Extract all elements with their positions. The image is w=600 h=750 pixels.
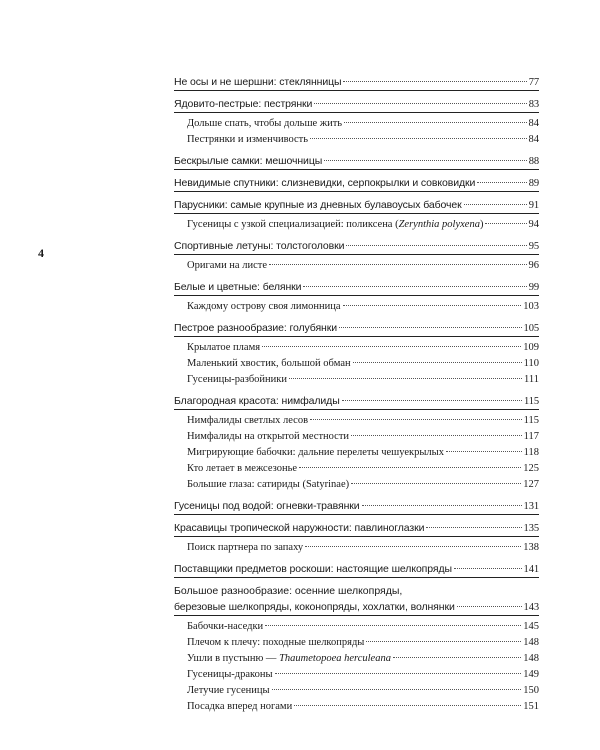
dot-leader [393,657,521,658]
toc-sub-entry[interactable] [174,477,539,493]
sub-title [187,699,292,715]
toc-chapter-entry[interactable] [174,96,539,112]
chapter-page: 105 [523,323,539,334]
sub-page: 148 [523,637,539,648]
sub-title-text: Посадка вперед ногами [187,701,293,712]
sub-page: 148 [523,653,539,664]
toc-chapter-entry[interactable] [174,175,539,191]
chapter-title: Благородная красота: нимфалиды [174,395,340,407]
sub-title-latin: Zerynthia polyxena [398,219,480,230]
sub-page: 84 [528,118,539,129]
toc-chapter-entry[interactable] [174,320,539,336]
sub-title [187,340,260,356]
toc-section [174,393,539,493]
chapter-title: Белые и цветные: белянки [174,281,302,293]
sub-page: 125 [523,463,539,474]
chapter-rule [174,112,539,113]
chapter-title: Невидимые спутники: слизневидки, серпокрылки и совковидки [174,177,476,189]
toc-chapter-entry[interactable] [174,197,539,213]
dot-leader [342,400,522,401]
sub-title-suffix: ) [479,219,484,230]
sub-title-text: Кто летает в межсезонье [187,463,298,474]
dot-leader [324,160,527,161]
dot-leader [289,378,522,379]
toc-section [174,153,539,170]
sub-title [187,540,303,556]
dot-leader [269,264,527,265]
sub-page: 145 [523,621,539,632]
dot-leader [351,483,521,484]
sub-title-latin: Thaumetopoea herculeana [279,653,391,664]
page-number: 4 [38,246,44,260]
chapter-title: березовые шелкопряды, коконопряды, хохлатки, волнянки [174,601,455,613]
sub-title-text: Крылатое пламя [187,342,261,353]
chapter-rule [174,254,539,255]
sub-page: 150 [523,685,539,696]
sub-title [187,116,342,132]
toc-chapter-entry[interactable] [174,279,539,295]
chapter-rule [174,336,539,337]
sub-title [187,356,351,372]
sub-title [187,217,483,233]
toc-chapter-entry[interactable] [174,561,539,577]
sub-title [187,258,267,274]
dot-leader [339,327,522,328]
sub-title-text: Дольше спать, чтобы дольше жить [187,118,343,129]
sub-title [187,429,349,445]
dot-leader [272,689,522,690]
dot-leader [262,346,521,347]
sub-title [187,372,287,388]
chapter-page: 141 [523,564,539,575]
dot-leader [353,362,522,363]
chapter-page: 95 [528,241,539,252]
chapter-rule [174,169,539,170]
toc-section [174,279,539,315]
toc-chapter-entry[interactable] [174,153,539,169]
sub-title-text: Бабочки-наседки [187,621,264,632]
dot-leader [343,305,522,306]
chapter-page: 89 [528,178,539,189]
toc-sub-entry[interactable] [174,413,539,429]
sub-title [187,413,308,429]
sub-title-text: Поиск партнера по запаху [187,542,304,553]
dot-leader [457,606,522,607]
chapter-page: 143 [523,602,539,613]
toc-sub-entry[interactable] [174,217,539,233]
chapter-title: Бескрылые самки: мешочницы [174,155,323,167]
toc-chapter-entry[interactable] [174,393,539,409]
chapter-title: Гусеницы под водой: огневки-травянки [174,500,360,512]
sub-title-text: Каждому острову своя лимонница [187,301,341,312]
dot-leader [351,435,522,436]
dot-leader [366,641,521,642]
toc-section [174,583,539,715]
chapter-title: Красавицы тропической наружности: павлиноглазки [174,522,425,534]
chapter-title: Пестрое разнообразие: голубянки [174,322,337,334]
sub-title-text: Летучие гусеницы [187,685,270,696]
sub-page: 96 [528,260,539,271]
chapter-page: 99 [528,282,539,293]
toc-sub-entry[interactable] [174,667,539,683]
toc-sub-entry[interactable] [174,116,539,132]
dot-leader [294,705,521,706]
chapter-page: 135 [523,523,539,534]
chapter-page: 77 [528,77,539,88]
sub-page: 109 [523,342,539,353]
toc-sub-entry[interactable] [174,635,539,651]
sub-page: 110 [523,358,539,369]
toc-chapter-entry[interactable] [174,599,539,615]
chapter-page: 83 [528,99,539,110]
sub-title-text: Нимфалиды светлых лесов [187,415,309,426]
chapter-title: Не осы и не шершни: стеклянницы [174,76,342,88]
sub-title-text: Пестрянки и изменчивость [187,134,309,145]
toc-sub-entry[interactable] [174,356,539,372]
dot-leader [362,505,522,506]
sub-title [187,667,273,683]
chapter-rule [174,90,539,91]
table-of-contents [174,74,539,720]
chapter-rule [174,295,539,296]
toc-section [174,498,539,515]
dot-leader [303,286,526,287]
chapter-rule [174,213,539,214]
toc-section [174,520,539,556]
toc-sub-entry[interactable] [174,445,539,461]
dot-leader [305,546,521,547]
sub-title-text: Большие глаза: сатириды (Satyrinae) [187,479,350,490]
sub-page: 127 [523,479,539,490]
chapter-rule [174,409,539,410]
dot-leader [265,625,521,626]
sub-title [187,445,444,461]
sub-page: 118 [523,447,539,458]
toc-section [174,561,539,578]
toc-chapter-entry[interactable] [174,238,539,254]
dot-leader [477,182,526,183]
toc-chapter-entry[interactable] [174,74,539,90]
chapter-rule [174,191,539,192]
dot-leader [314,103,526,104]
sub-page: 115 [523,415,539,426]
chapter-rule [174,577,539,578]
dot-leader [343,81,526,82]
chapter-title: Спортивные летуны: толстоголовки [174,240,345,252]
sub-title-text: Ушли в пустыню — [187,653,280,664]
sub-page: 138 [523,542,539,553]
sub-title [187,619,263,635]
toc-sub-entry[interactable] [174,651,539,667]
sub-title-text: Маленький хвостик, большой обман [187,358,351,369]
dot-leader [346,245,526,246]
sub-title [187,651,391,667]
toc-chapter-entry[interactable] [174,498,539,514]
chapter-rule [174,615,539,616]
sub-title [187,477,349,493]
chapter-page: 91 [528,200,539,211]
toc-section [174,175,539,192]
toc-sub-entry[interactable] [174,372,539,388]
sub-title [187,299,341,315]
toc-section [174,320,539,388]
toc-sub-entry[interactable] [174,540,539,556]
toc-sub-entry[interactable] [174,683,539,699]
dot-leader [454,568,522,569]
sub-page: 149 [523,669,539,680]
dot-leader [299,467,521,468]
dot-leader [464,204,527,205]
sub-title-text: Гусеницы-разбойники [187,374,288,385]
toc-section [174,238,539,274]
sub-page: 117 [523,431,539,442]
sub-page: 84 [528,134,539,145]
sub-page: 94 [528,219,539,230]
chapter-rule [174,536,539,537]
chapter-title: Парусники: самые крупные из дневных булавоусых бабочек [174,199,462,211]
chapter-title-line: Большое разнообразие: осенние шелкопряды, [174,585,403,597]
sub-title [187,461,297,477]
sub-title [187,635,364,651]
toc-sub-entry[interactable] [174,619,539,635]
sub-page: 111 [524,374,539,385]
dot-leader [426,527,521,528]
dot-leader [344,122,526,123]
chapter-page: 115 [523,396,539,407]
chapter-title: Поставщики предметов роскоши: настоящие шелкопряды [174,563,452,575]
dot-leader [310,138,526,139]
toc-sub-entry[interactable] [174,699,539,715]
sub-title-text: Плечом к плечу: походные шелкопряды [187,637,365,648]
toc-sub-entry[interactable] [174,461,539,477]
chapter-page: 88 [528,156,539,167]
chapter-title: Ядовито-пестрые: пестрянки [174,98,313,110]
sub-title [187,132,308,148]
toc-section [174,74,539,91]
toc-section [174,96,539,148]
toc-sub-entry[interactable] [174,132,539,148]
toc-sub-entry[interactable] [174,429,539,445]
sub-title-text: Гусеницы-драконы [187,669,273,680]
toc-sub-entry[interactable] [174,299,539,315]
sub-title-text: Нимфалиды на открытой местности [187,431,350,442]
toc-sub-entry[interactable] [174,258,539,274]
sub-title-text: Мигрирующие бабочки: дальние перелеты чешуекрылых [187,447,444,458]
toc-section [174,197,539,233]
sub-title-text: Оригами на листе [187,260,267,271]
sub-title [187,683,270,699]
chapter-rule [174,514,539,515]
dot-leader [275,673,522,674]
dot-leader [446,451,522,452]
chapter-page: 131 [523,501,539,512]
sub-page: 151 [523,701,539,712]
sub-page: 103 [523,301,539,312]
toc-sub-entry[interactable] [174,340,539,356]
toc-chapter-entry[interactable] [174,520,539,536]
dot-leader [485,223,526,224]
sub-title-text: Гусеницы с узкой специализацией: поликсена ( [187,219,399,230]
dot-leader [310,419,522,420]
